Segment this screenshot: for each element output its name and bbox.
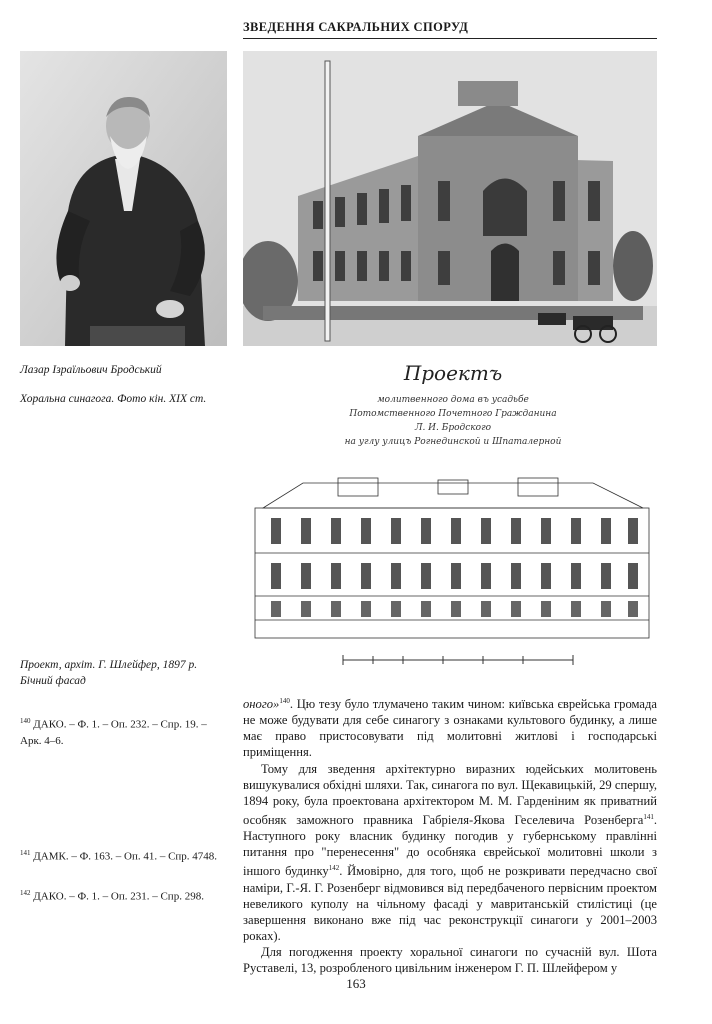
drawing-line1: молитвенного дома въ усадьбе (377, 395, 529, 405)
footnote-text: ДАКО. – Ф. 1. – Оп. 232. – Спр. 19. – Арк. 4–6. (20, 718, 207, 747)
footnote-ref-141: 141 (643, 812, 654, 821)
body-text (243, 693, 657, 976)
footnote-ref-142: 142 (328, 864, 340, 873)
portrait-photo (20, 51, 227, 346)
footnote-number: 141 (20, 849, 31, 857)
drawing-line2: Потомственного Почетного Гражданина (349, 409, 557, 419)
caption-project-line1: Проект, архіт. Г. Шлейфер, 1897 р. (20, 659, 198, 671)
footnote-142 (20, 885, 220, 905)
footnote-text: ДАКО. – Ф. 1. – Оп. 231. – Спр. 298. (33, 890, 204, 903)
paragraph-3: Для погодження проекту хоральної синагоги по сучасній вул. Шота Руставелі, 13, розробленого цивільним інженером Г. П. Шлейфером у (243, 944, 657, 976)
footnote-number: 142 (20, 889, 31, 897)
synagogue-photo (243, 51, 657, 346)
caption-project-line2: Бічний фасад (20, 675, 86, 687)
paragraph-1 (243, 693, 657, 761)
paragraph-2-text-a: Тому для зведення архітектурно виразних юдейських молитовень вишукувалися обхідні шляхи. Так, синагога по вул. Щекавицькій, 29 спершу, 1894 року, була проектована архітектором М. М. Гарденіним як приватний особняк заможного правника Габріеля-Якова Геселевича Розенберга (243, 761, 657, 828)
drawing-title: Проектъ (403, 361, 503, 385)
footnote-number: 140 (20, 717, 31, 725)
paragraph-1-text: . Цю тезу було тлумачено таким чином: київська єврейська громада не може будувати для себе синагогу з ознаками культового будинку, а лише має право пристосовувати під молитовні житлові і господарські приміщення. (243, 697, 657, 760)
header-rule (243, 38, 657, 39)
drawing-line3: Л. И. Бродского (414, 423, 492, 433)
footnote-text: ДАМК. – Ф. 163. – Оп. 41. – Спр. 4748. (33, 850, 218, 863)
paragraph-2-text-b: . Наступного року власник будинку погодив у губернському правлінні питання про "перенесення" до особняка єврейської молитовні школи з іншого будинку (243, 813, 657, 879)
paragraph-2-text-c: . Ймовірно, для того, щоб не розкривати передчасно свої наміри, Г.-Я. Г. Розенберг відмовився від передбаченого первісним проектом невеликого куполу на чільному фасаді у мавританській стилістиці (це завершення виконано вже під час реконструкції синагоги у 2001–2003 роках). (243, 864, 657, 943)
page-number: 163 (346, 976, 366, 991)
footnote-141 (20, 845, 220, 865)
quote-tail: оного» (243, 697, 280, 712)
drawing-line4: на углу улицъ Рогнединской и Шпаталерной (344, 437, 562, 447)
footnote-140 (20, 713, 220, 749)
running-head: ЗВЕДЕННЯ САКРАЛЬНИХ СПОРУД (243, 20, 469, 34)
paragraph-2 (243, 761, 657, 944)
caption-synagogue: Хоральна синагога. Фото кін. XIX ст. (20, 393, 207, 405)
caption-portrait: Лазар Ізраїльович Бродський (20, 364, 162, 376)
project-drawing (243, 358, 657, 668)
footnote-ref-140: 140 (279, 697, 290, 705)
